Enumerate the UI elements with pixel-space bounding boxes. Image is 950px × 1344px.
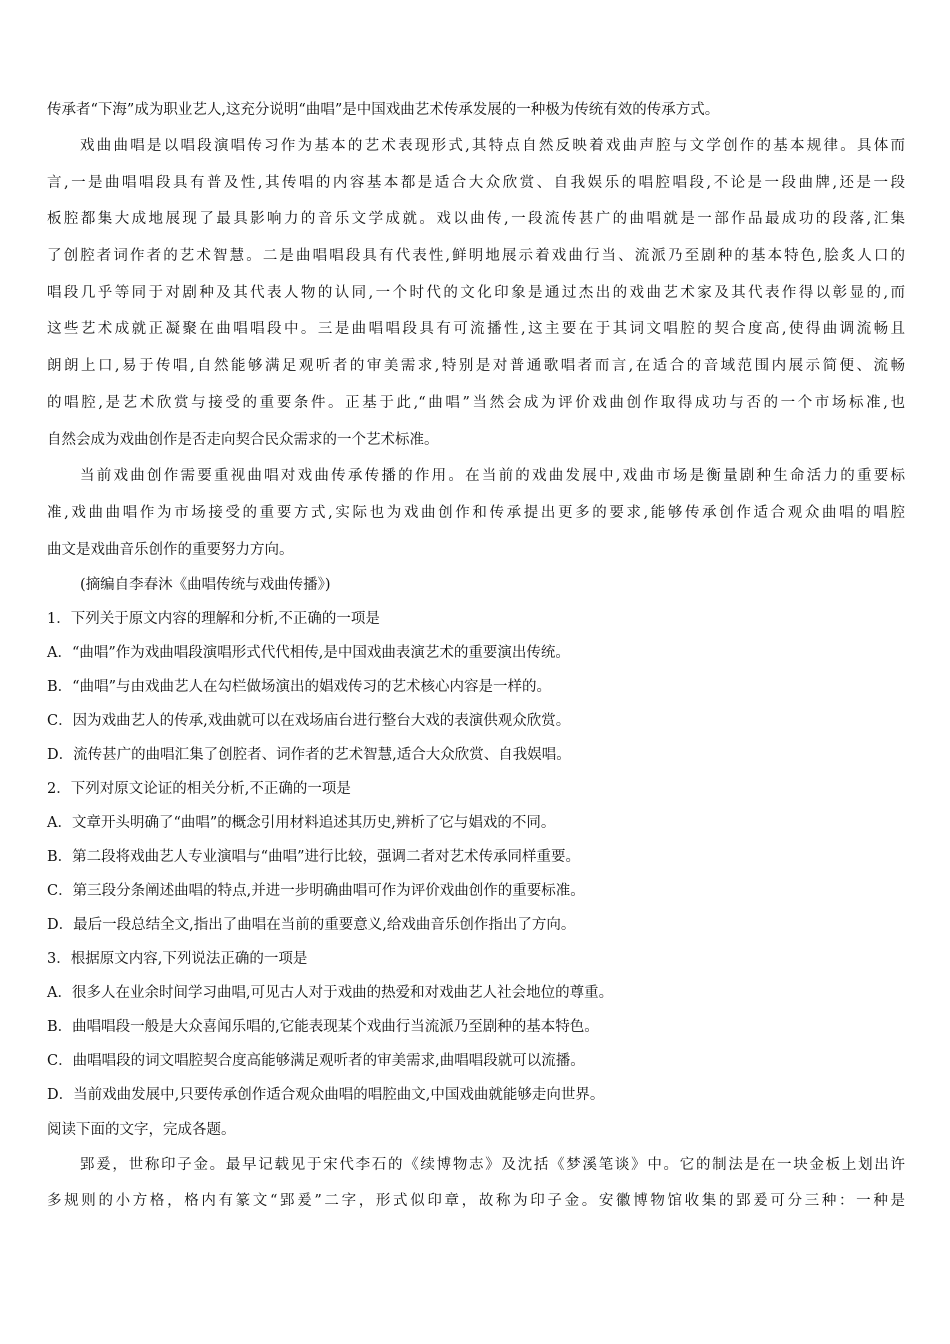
text-line: 了创腔者词作者的艺术智慧。二是曲唱唱段具有代表性,鲜明地展示着戏曲行当、流派乃至剧种的基本特色,脍炙人口的 [47, 248, 905, 264]
option-b: B．曲唱唱段一般是大众喜闻乐唱的,它能表现某个戏曲行当流派乃至剧种的基本特色。 [47, 1019, 599, 1035]
reading-instruction: 阅读下面的文字，完成各题。 [47, 1122, 236, 1138]
text-line: 朗朗上口,易于传唱,自然能够满足观听者的审美需求,特别是对普通歌唱者而言,在适合的音域范围内展示简便、流畅 [47, 358, 905, 374]
option-a: A．文章开头明确了“曲唱”的概念引用材料追述其历史,辨析了它与娼戏的不同。 [47, 815, 556, 831]
option-c: C．因为戏曲艺人的传承,戏曲就可以在戏场庙台进行整台大戏的表演供观众欣赏。 [47, 713, 571, 729]
option-d: D．最后一段总结全文,指出了曲唱在当前的重要意义,给戏曲音乐创作指出了方向。 [47, 917, 576, 933]
text-line: 当前戏曲创作需要重视曲唱对戏曲传承传播的作用。在当前的戏曲发展中,戏曲市场是衡量剧种生命活力的重要标 [80, 468, 905, 484]
option-a: A．很多人在业余时间学习曲唱,可见古人对于戏曲的热爱和对戏曲艺人社会地位的尊重。 [47, 985, 614, 1001]
option-b: B．第二段将戏曲艺人专业演唱与“曲唱”进行比较，强调二者对艺术传承同样重要。 [47, 849, 580, 865]
text-line: 戏曲曲唱是以唱段演唱传习作为基本的艺术表现形式,其特点自然反映着戏曲声腔与文学创作的基本规律。具体而 [80, 138, 905, 154]
question-stem: 1．下列关于原文内容的理解和分析,不正确的一项是 [47, 611, 380, 627]
text-line: 郢爰，世称印子金。最早记载见于宋代李石的《续博物志》及沈括《梦溪笔谈》中。它的制法是在一块金板上划出许 [80, 1157, 905, 1173]
question-stem: 3．根据原文内容,下列说法正确的一项是 [47, 951, 308, 967]
text-line: 唱段几乎等同于对剧种及其代表人物的认同,一个时代的文化印象是通过杰出的戏曲艺术家及其代表作得以彰显的,而 [47, 285, 905, 301]
text-line: 这些艺术成就正凝聚在曲唱唱段中。三是曲唱唱段具有可流播性,这主要在于其词文唱腔的契合度高,使得曲调流畅且 [47, 321, 905, 337]
text-line: 自然会成为戏曲创作是否走向契合民众需求的一个艺术标准。 [47, 432, 439, 448]
option-d: D．当前戏曲发展中,只要传承创作适合观众曲唱的唱腔曲文,中国戏曲就能够走向世界。 [47, 1087, 605, 1103]
option-b: B．“曲唱”与由戏曲艺人在勾栏做场演出的娼戏传习的艺术核心内容是一样的。 [47, 679, 551, 695]
text-line: 多规则的小方格，格内有篆文“郢爰”二字，形式似印章，故称为印子金。安徽博物馆收集的郢爰可分三种：一种是 [47, 1193, 905, 1209]
text-line: 言,一是曲唱唱段具有普及性,其传唱的内容基本都是适合大众欣赏、自我娱乐的唱腔唱段,不论是一段曲牌,还是一段 [47, 175, 905, 191]
text-line: 传承者“下海”成为职业艺人,这充分说明“曲唱”是中国戏曲艺术传承发展的一种极为传统有效的传承方式。 [47, 102, 720, 118]
text-line: 曲文是戏曲音乐创作的重要努力方向。 [47, 542, 294, 558]
text-line: 准,戏曲曲唱作为市场接受的重要方式,实际也为戏曲创作和传承提出更多的要求,能够传承创作适合观众曲唱的唱腔 [47, 505, 905, 521]
option-c: C．第三段分条阐述曲唱的特点,并进一步明确曲唱可作为评价戏曲创作的重要标准。 [47, 883, 585, 899]
option-a: A．“曲唱”作为戏曲唱段演唱形式代代相传,是中国戏曲表演艺术的重要演出传统。 [47, 645, 570, 661]
question-stem: 2．下列对原文论证的相关分析,不正确的一项是 [47, 781, 351, 797]
text-line: 的唱腔,是艺术欣赏与接受的重要条件。正基于此,“曲唱”当然会成为评价戏曲创作取得成功与否的一个市场标准,也 [47, 395, 905, 411]
text-line: 板腔都集大成地展现了最具影响力的音乐文学成就。戏以曲传,一段流传甚广的曲唱就是一部作品最成功的段落,汇集 [47, 211, 905, 227]
option-d: D．流传甚广的曲唱汇集了创腔者、词作者的艺术智慧,适合大众欣赏、自我娱唱。 [47, 747, 571, 763]
option-c: C．曲唱唱段的词文唱腔契合度高能够满足观听者的审美需求,曲唱唱段就可以流播。 [47, 1053, 585, 1069]
source-citation: (摘编自李春沐《曲唱传统与戏曲传播》) [80, 577, 331, 593]
